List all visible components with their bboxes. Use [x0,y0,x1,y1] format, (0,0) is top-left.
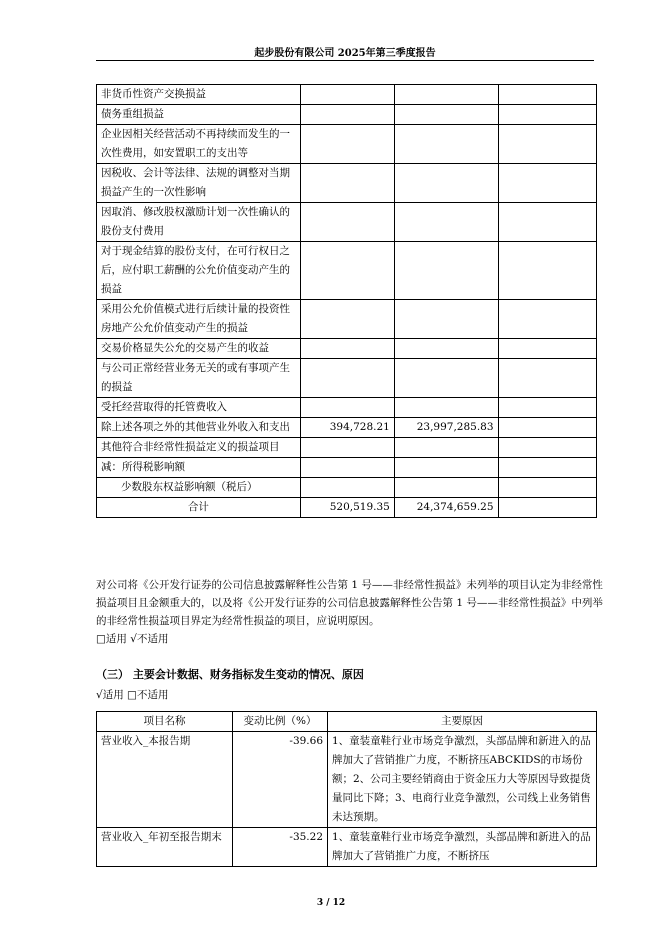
cell-note [498,458,596,478]
table-row [97,105,597,125]
header-main-reason: 主要原因 [328,712,597,732]
cell-note [498,478,596,498]
non-recurring-items-table [96,84,597,518]
cell-item: 其他符合非经常性损益定义的损益项目 [97,438,301,458]
table-row [97,125,597,164]
page-header-title: 起步股份有限公司 2025年第三季度报告 [254,48,436,59]
section-applicability: √适用 □不适用 [96,689,169,701]
table-row [97,359,597,398]
section-heading: （三） 主要会计数据、财务指标发生变动的情况、原因 [96,668,364,681]
paragraph-applicability: □适用 √不适用 [96,633,169,645]
table-row [97,732,597,828]
cell-item: 对于现金结算的股份支付，在可行权日之后，应付职工薪酬的公允价值变动产生的损益 [97,242,301,300]
cell-ytd [394,242,498,300]
cell-current [300,458,394,478]
cell-current [300,85,394,105]
cell-note [498,359,596,398]
cell-name: 营业收入_年初至报告期末 [97,828,233,867]
cell-item: 非货币性资产交换损益 [97,85,301,105]
cell-current [300,438,394,458]
header-item-name: 项目名称 [97,712,233,732]
page-number: 3 / 12 [316,898,346,908]
cell-note [498,398,596,418]
cell-ytd [394,339,498,359]
cell-item: 除上述各项之外的其他营业外收入和支出 [97,418,301,438]
cell-current [300,105,394,125]
cell-ytd [394,164,498,203]
cell-ratio: -39.66 [233,732,328,828]
cell-note [498,105,596,125]
cell-current [300,359,394,398]
cell-ytd [394,300,498,339]
cell-item: 债务重组损益 [97,105,301,125]
cell-note [498,339,596,359]
cell-ytd [394,398,498,418]
disclosure-paragraph: 对公司将《公开发行证券的公司信息披露解释性公告第 1 号——非经常性损益》未列举的项目认定为非经常性损益项目且金额重大的，以及将《公开发行证券的公司信息披露解释性公告第 1 号——非经常性损益》中列举的非经常性损益项目界定为经常性损益的项目，应说明原因。 [96,579,603,627]
cell-item: 因税收、会计等法律、法规的调整对当期损益产生的一次性影响 [97,164,301,203]
table-row [97,458,597,478]
table-row [97,398,597,418]
cell-note [498,164,596,203]
cell-note [498,300,596,339]
header-change-ratio: 变动比例（%） [233,712,328,732]
cell-item: 合计 [97,498,301,518]
cell-current [300,478,394,498]
table-row [97,498,597,518]
table-row [97,438,597,458]
cell-current [300,300,394,339]
cell-ytd [394,105,498,125]
cell-note [498,498,596,518]
cell-item: 与公司正常经营业务无关的或有事项产生的损益 [97,359,301,398]
table-row [97,242,597,300]
cell-reason: 1、童装童鞋行业市场竞争激烈，头部品牌和新进入的品牌加大了营销推广力度，不断挤压ABCKIDS的市场份额；2、公司主要经销商由于资金压力大等原因导致提货量同比下降；3、电商行业竞争激烈，公司线上业务销售未达预期。 [328,732,597,828]
cell-ytd [394,438,498,458]
indicator-change-table [96,711,597,867]
cell-item: 减：所得税影响额 [97,458,301,478]
cell-ytd [394,359,498,398]
table-row [97,418,597,438]
table-row [97,300,597,339]
cell-ytd: 23,997,285.83 [394,418,498,438]
cell-item: 采用公允价值模式进行后续计量的投资性房地产公允价值变动产生的损益 [97,300,301,339]
table-row [97,164,597,203]
cell-item: 企业因相关经营活动不再持续而发生的一次性费用，如安置职工的支出等 [97,125,301,164]
cell-item: 因取消、修改股权激励计划一次性确认的股份支付费用 [97,203,301,242]
table-row [97,85,597,105]
cell-current [300,203,394,242]
cell-current [300,398,394,418]
cell-current [300,164,394,203]
cell-note [498,418,596,438]
cell-note [498,242,596,300]
cell-name: 营业收入_本报告期 [97,732,233,828]
cell-ytd [394,125,498,164]
table-row [97,478,597,498]
table-row [97,339,597,359]
table-row [97,203,597,242]
cell-note [498,125,596,164]
cell-ytd [394,85,498,105]
cell-current: 394,728.21 [300,418,394,438]
table-header-row [97,712,597,732]
cell-note [498,438,596,458]
cell-current [300,242,394,300]
cell-reason: 1、童装童鞋行业市场竞争激烈，头部品牌和新进入的品牌加大了营销推广力度，不断挤压 [328,828,597,867]
cell-current: 520,519.35 [300,498,394,518]
cell-ytd [394,458,498,478]
header-rule [96,60,594,61]
cell-item: 交易价格显失公允的交易产生的收益 [97,339,301,359]
cell-item: 少数股东权益影响额（税后） [97,478,301,498]
cell-current [300,125,394,164]
cell-item: 受托经营取得的托管费收入 [97,398,301,418]
cell-ytd [394,203,498,242]
cell-ytd [394,478,498,498]
cell-ratio: -35.22 [233,828,328,867]
table-row [97,828,597,867]
cell-ytd: 24,374,659.25 [394,498,498,518]
cell-note [498,85,596,105]
cell-current [300,339,394,359]
cell-note [498,203,596,242]
